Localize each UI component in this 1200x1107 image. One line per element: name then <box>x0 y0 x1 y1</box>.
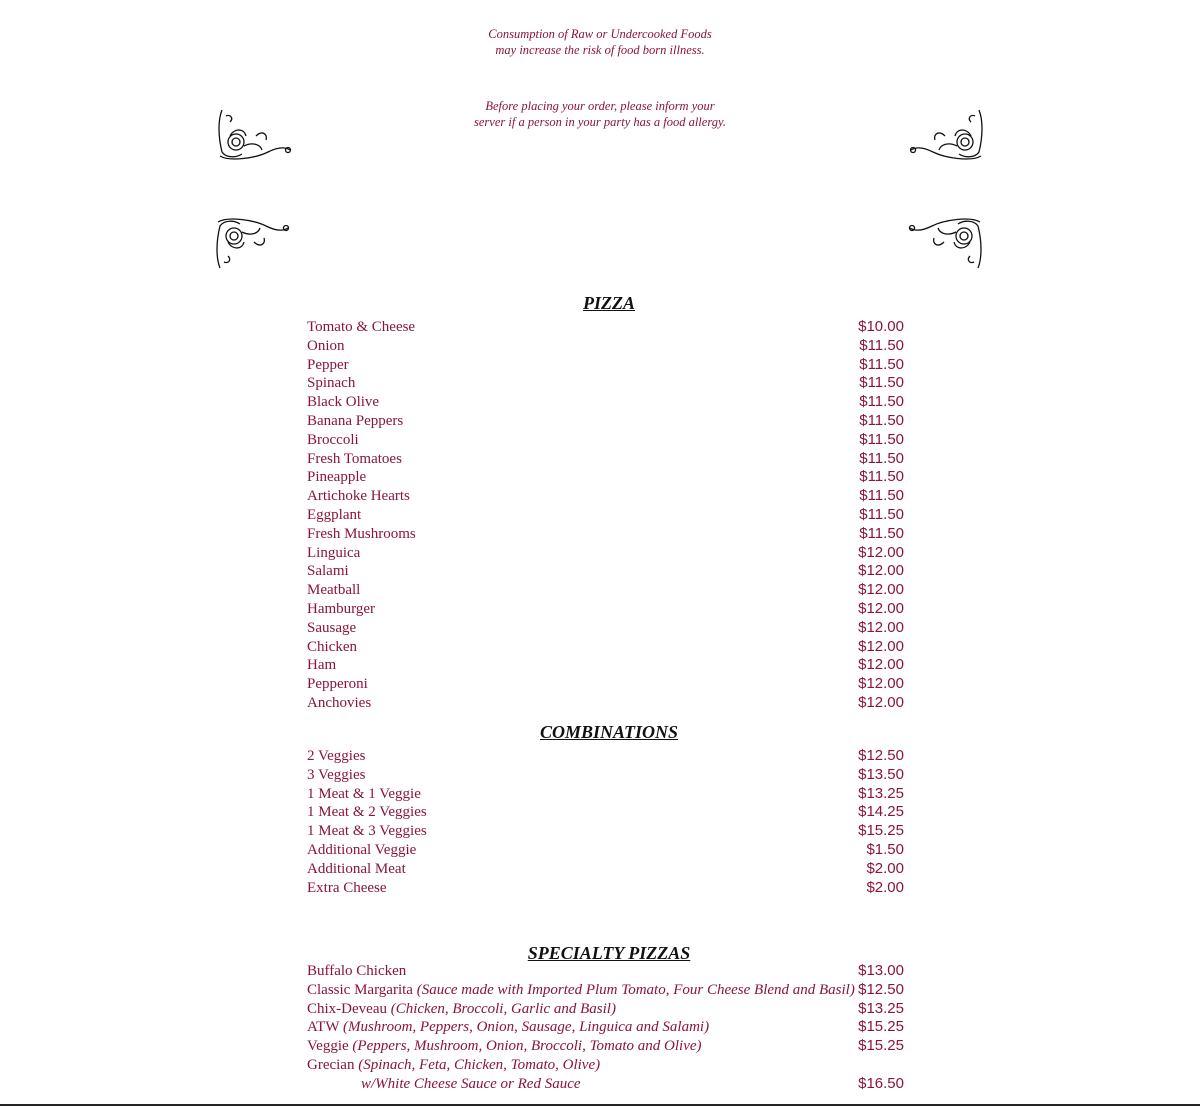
menu-item-price: $11.50 <box>859 487 904 505</box>
menu-item-price: $11.50 <box>859 393 904 411</box>
menu-item-name: ATW <box>307 1019 340 1036</box>
menu-item-name: Buffalo Chicken <box>307 963 407 979</box>
menu-item-row <box>307 822 904 841</box>
menu-item-description: (Peppers, Mushroom, Onion, Broccoli, Tomato and Olive) <box>352 1038 702 1055</box>
menu-item-row <box>307 694 904 713</box>
menu-item-row <box>307 581 904 600</box>
menu-item-row <box>307 506 904 525</box>
menu-item-row <box>307 1037 904 1056</box>
menu-item-row <box>307 981 904 1000</box>
menu-item-row <box>307 675 904 694</box>
menu-item-row <box>307 487 904 506</box>
menu-item-row <box>307 562 904 581</box>
menu-item-name: Pepperoni <box>307 676 368 693</box>
menu-item-price: $10.00 <box>858 318 904 335</box>
menu-item-name: Banana Peppers <box>307 412 404 429</box>
menu-item-row <box>307 1000 904 1019</box>
scroll-ornament-top-right-icon <box>905 106 985 162</box>
menu-item-row <box>307 600 904 619</box>
menu-item-price: $13.00 <box>858 962 904 979</box>
menu-item-price: $15.25 <box>858 1018 904 1036</box>
menu-item-name: Ham <box>307 657 337 674</box>
menu-item-row <box>307 450 904 469</box>
menu-item-name: w/White Cheese Sauce or Red Sauce <box>361 1075 581 1092</box>
menu-item-price: $11.50 <box>859 374 904 392</box>
page-bottom-rule <box>0 1104 1200 1106</box>
section-title-combinations: COMBINATIONS <box>539 722 679 742</box>
scroll-ornament-bottom-right-icon <box>904 216 984 272</box>
menu-item-name: Pineapple <box>307 469 367 486</box>
menu-item-description: (Sauce made with Imported Plum Tomato, Four Cheese Blend and Basil) <box>416 981 855 998</box>
menu-item-name: Black Olive <box>307 394 380 411</box>
menu-item-row <box>307 374 904 393</box>
menu-item-row <box>307 318 904 337</box>
menu-item-row <box>307 860 904 879</box>
menu-item-price: $1.50 <box>866 840 904 858</box>
section-title-pizza: PIZZA <box>583 293 635 313</box>
menu-item-name: 1 Meat & 3 Veggies <box>307 823 427 840</box>
menu-item-price: $11.50 <box>859 505 904 523</box>
menu-item-name: Hamburger <box>307 600 376 617</box>
menu-item-name: Spinach <box>307 375 356 392</box>
menu-item-price: $12.00 <box>858 543 904 561</box>
menu-item-price: $13.50 <box>858 765 904 783</box>
menu-item-price: $16.50 <box>858 1074 904 1092</box>
menu-item-row <box>307 841 904 860</box>
menu-item-price: $13.25 <box>858 999 904 1017</box>
menu-item-price: $15.25 <box>858 1037 904 1055</box>
menu-item-price: $12.00 <box>858 562 904 580</box>
menu-item-price: $12.00 <box>858 693 904 711</box>
menu-item-row <box>307 412 904 431</box>
menu-item-row <box>307 638 904 657</box>
menu-item-name: 2 Veggies <box>307 748 366 764</box>
menu-item-price: $12.50 <box>858 980 904 998</box>
menu-item-name: Grecian <box>307 1056 355 1073</box>
menu-item-row <box>307 544 904 563</box>
menu-item-description: (Mushroom, Peppers, Onion, Sausage, Linguica and Salami) <box>342 1019 710 1036</box>
menu-item-price: $2.00 <box>866 878 904 896</box>
section-title-specialty-pizzas: SPECIALTY PIZZAS <box>527 943 691 963</box>
menu-item-name: Pepper <box>307 356 349 373</box>
menu-item-row <box>307 468 904 487</box>
menu-item-price: $13.25 <box>858 784 904 802</box>
menu-item-price: $12.00 <box>858 618 904 636</box>
menu-item-price: $12.00 <box>858 675 904 693</box>
menu-item-name: 1 Meat & 1 Veggie <box>307 785 421 802</box>
menu-item-name: Fresh Tomatoes <box>307 450 402 467</box>
pizza-list <box>307 318 904 713</box>
menu-item-price: $12.00 <box>858 581 904 599</box>
menu-item-price: $11.50 <box>859 449 904 467</box>
menu-item-name: Tomato & Cheese <box>307 319 416 335</box>
menu-item-row <box>307 803 904 822</box>
menu-item-name: Salami <box>307 563 349 580</box>
specialty-pizzas-list <box>307 962 904 1094</box>
menu-item-name: Anchovies <box>307 694 372 711</box>
menu-item-price: $11.50 <box>859 524 904 542</box>
menu-item-row <box>307 525 904 544</box>
menu-item-price: $15.25 <box>858 822 904 840</box>
menu-item-name: Eggplant <box>307 506 362 523</box>
raw-food-notice <box>0 26 1200 58</box>
menu-item-price: $12.50 <box>858 747 904 764</box>
menu-item-row <box>307 1056 904 1075</box>
menu-item-description: (Chicken, Broccoli, Garlic and Basil) <box>390 1000 616 1017</box>
menu-item-name: Artichoke Hearts <box>307 488 410 505</box>
menu-item-name: Linguica <box>307 544 361 561</box>
menu-item-name: 1 Meat & 2 Veggies <box>307 804 427 821</box>
menu-item-row <box>307 619 904 638</box>
menu-item-price: $12.00 <box>858 599 904 617</box>
menu-item-price: $11.50 <box>859 430 904 448</box>
menu-item-name: Broccoli <box>307 431 359 448</box>
menu-item-price: $12.00 <box>858 637 904 655</box>
menu-item-price: $11.50 <box>859 336 904 354</box>
menu-item-price: $14.25 <box>858 803 904 821</box>
menu-item-description: (Spinach, Feta, Chicken, Tomato, Olive) <box>358 1056 601 1073</box>
menu-item-price: $11.50 <box>859 411 904 429</box>
menu-item-name: Fresh Mushrooms <box>307 525 416 542</box>
menu-item-row <box>307 962 904 981</box>
scroll-ornament-top-left-icon <box>216 106 296 162</box>
menu-item-name: Additional Meat <box>307 860 406 877</box>
menu-item-name: Classic Margarita <box>307 981 413 998</box>
menu-item-row <box>307 1075 904 1094</box>
menu-item-name: Extra Cheese <box>307 879 387 896</box>
menu-item-name: Meatball <box>307 582 361 599</box>
allergy-notice-line1: Before placing your order, please inform your <box>485 99 715 113</box>
menu-item-name: Onion <box>307 337 345 354</box>
scroll-ornament-bottom-left-icon <box>214 216 294 272</box>
raw-food-notice-line2: may increase the risk of food born illness. <box>495 43 705 57</box>
menu-item-name: Chicken <box>307 638 357 655</box>
raw-food-notice-line1: Consumption of Raw or Undercooked Foods <box>488 27 712 41</box>
menu-item-price: $11.50 <box>859 355 904 373</box>
menu-item-name: Chix-Deveau <box>307 1000 387 1017</box>
menu-item-name: Additional Veggie <box>307 841 417 858</box>
menu-item-name: Veggie <box>307 1038 349 1055</box>
menu-item-row <box>307 1018 904 1037</box>
menu-item-row <box>307 431 904 450</box>
menu-item-row <box>307 337 904 356</box>
menu-item-price: $2.00 <box>866 859 904 877</box>
menu-item-row <box>307 356 904 375</box>
allergy-notice-line2: server if a person in your party has a food allergy. <box>474 115 726 129</box>
menu-item-row <box>307 747 904 766</box>
menu-item-name: 3 Veggies <box>307 766 366 783</box>
menu-item-row <box>307 785 904 804</box>
combinations-list <box>307 747 904 897</box>
menu-item-price: $11.50 <box>859 468 904 486</box>
menu-item-price: $12.00 <box>858 656 904 674</box>
menu-item-row <box>307 879 904 898</box>
menu-item-row <box>307 393 904 412</box>
menu-item-row <box>307 656 904 675</box>
allergy-notice <box>0 98 1200 130</box>
menu-item-name: Sausage <box>307 619 357 636</box>
menu-item-row <box>307 766 904 785</box>
